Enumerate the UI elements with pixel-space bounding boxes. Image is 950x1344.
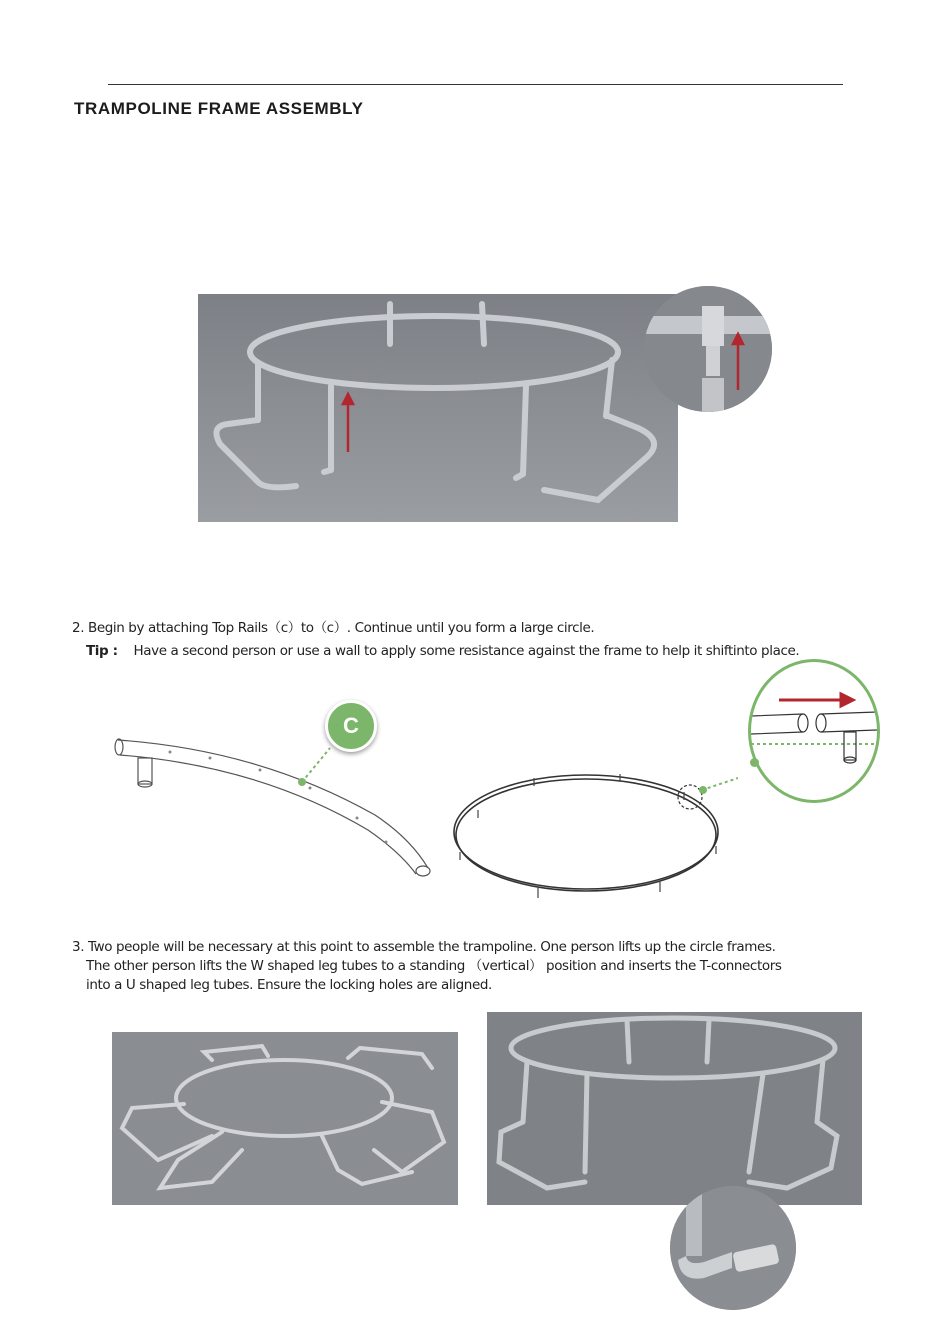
diagram-zoom-connector [748,659,880,803]
photo-frame-flat [112,1032,458,1205]
zoom-anchor-dot [750,758,759,767]
diagram-circle-frame [448,760,738,910]
inset-leg-connector-closeup [670,1186,796,1310]
photo-frame-leg-insert [198,294,678,522]
header-rule [108,84,843,85]
part-badge-c [325,700,377,752]
diagram-top-rail [110,700,440,890]
page-title: TRAMPOLINE FRAME ASSEMBLY [74,99,364,118]
part-badge-label: C [343,713,359,738]
tip-text: Have a second person or use a wall to apply some resistance against the frame to help it shiftinto place. [133,643,800,659]
step-3-line-2: The other person lifts the W shaped leg tubes to a standing （vertical） position and inserts the T-connectors [86,958,782,974]
inset-connector-closeup [644,286,772,412]
step-2-tip [86,642,799,661]
step-2-text: 2. Begin by attaching Top Rails（c）to（c）. Continue until you form a large circle. [72,620,595,636]
photo-frame-standing [487,1012,862,1205]
tip-label: Tip : [86,643,118,659]
step-3-line-1: 3. Two people will be necessary at this point to assemble the trampoline. One person lifts up the circle frames. [72,939,776,955]
step-3-line-3: into a U shaped leg tubes. Ensure the locking holes are aligned. [86,977,492,993]
red-arrow-right-icon [779,694,853,706]
